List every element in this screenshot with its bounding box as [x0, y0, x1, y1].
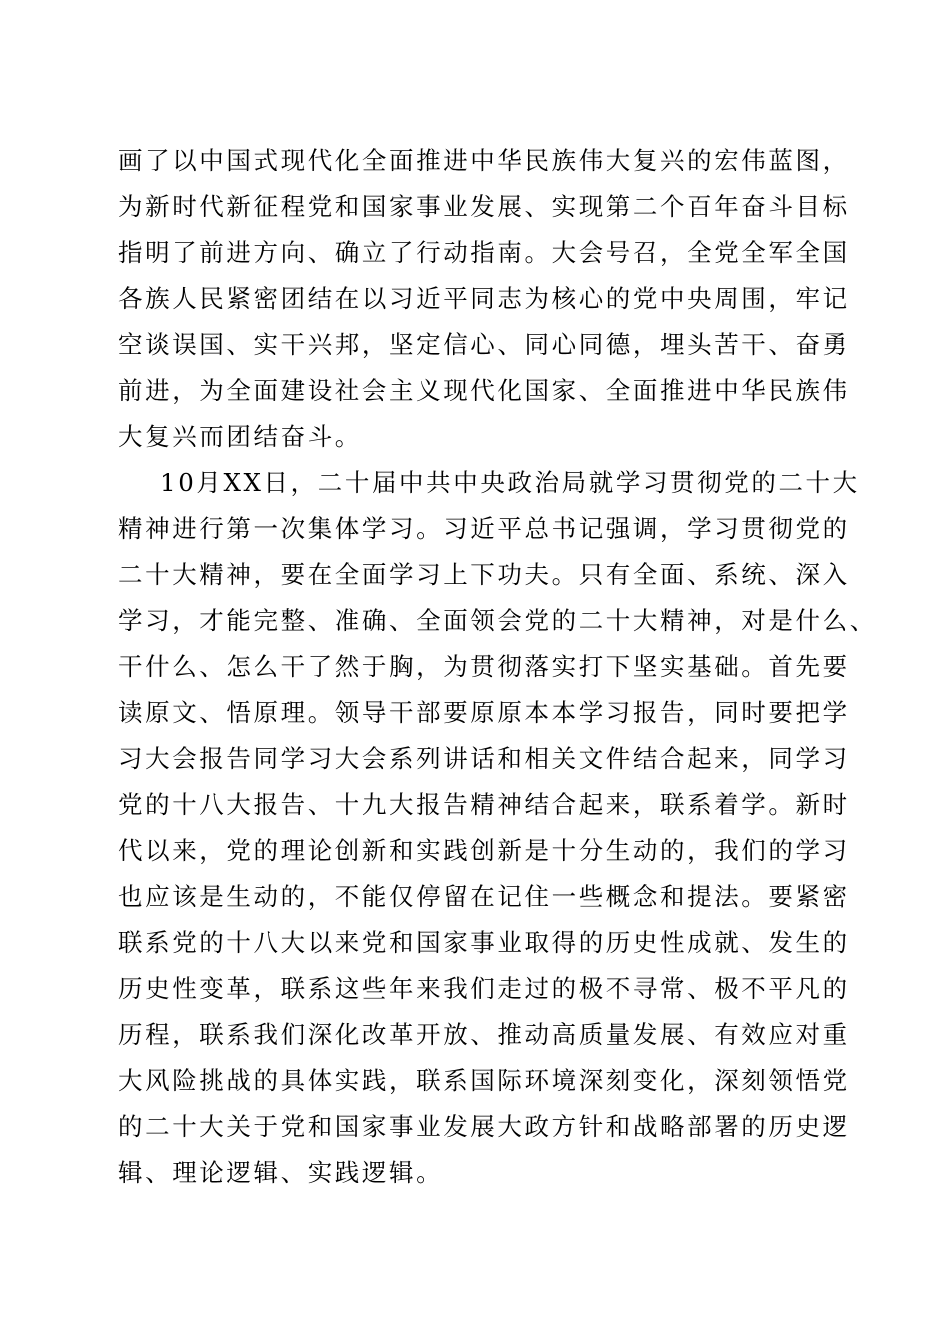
text-line: 读原文、悟原理。领导干部要原原本本学习报告，同时要把学: [118, 698, 850, 727]
text-line: 联系党的十八大以来党和国家事业取得的历史性成就、发生的: [118, 928, 850, 957]
text-line: 党的十八大报告、十九大报告精神结合起来，联系着学。新时: [118, 790, 850, 819]
text-line: 精神进行第一次集体学习。习近平总书记强调，学习贯彻党的: [118, 514, 850, 543]
text-line: 画了以中国式现代化全面推进中华民族伟大复兴的宏伟蓝图，: [118, 146, 850, 175]
text-line: 各族人民紧密团结在以习近平同志为核心的党中央周围，牢记: [118, 284, 850, 313]
text-line: 指明了前进方向、确立了行动指南。大会号召，全党全军全国: [118, 238, 850, 267]
text-line: 干什么、怎么干了然于胸，为贯彻落实打下坚实基础。首先要: [118, 652, 850, 681]
text-line: 为新时代新征程党和国家事业发展、实现第二个百年奋斗目标: [118, 192, 850, 221]
text-line: 辑、理论逻辑、实践逻辑。: [118, 1158, 444, 1187]
text-line: 习大会报告同学习大会系列讲话和相关文件结合起来，同学习: [118, 744, 850, 773]
text-line: 二十大精神，要在全面学习上下功夫。只有全面、系统、深入: [118, 560, 850, 589]
text-line: 学习，才能完整、准确、全面领会党的二十大精神，对是什么、: [118, 606, 877, 635]
text-line: 历程，联系我们深化改革开放、推动高质量发展、有效应对重: [118, 1020, 850, 1049]
text-line: 也应该是生动的，不能仅停留在记住一些概念和提法。要紧密: [118, 882, 850, 911]
text-line: 大风险挑战的具体实践，联系国际环境深刻变化，深刻领悟党: [118, 1066, 850, 1095]
paragraph-first-line: 10月XX日，二十届中共中央政治局就学习贯彻党的二十大: [160, 468, 860, 497]
text-line: 代以来，党的理论创新和实践创新是十分生动的，我们的学习: [118, 836, 850, 865]
text-line: 大复兴而团结奋斗。: [118, 422, 362, 451]
text-line: 历史性变革，联系这些年来我们走过的极不寻常、极不平凡的: [118, 974, 850, 1003]
text-line: 的二十大关于党和国家事业发展大政方针和战略部署的历史逻: [118, 1112, 850, 1141]
text-line: 空谈误国、实干兴邦，坚定信心、同心同德，埋头苦干、奋勇: [118, 330, 850, 359]
text-line: 前进，为全面建设社会主义现代化国家、全面推进中华民族伟: [118, 376, 850, 405]
